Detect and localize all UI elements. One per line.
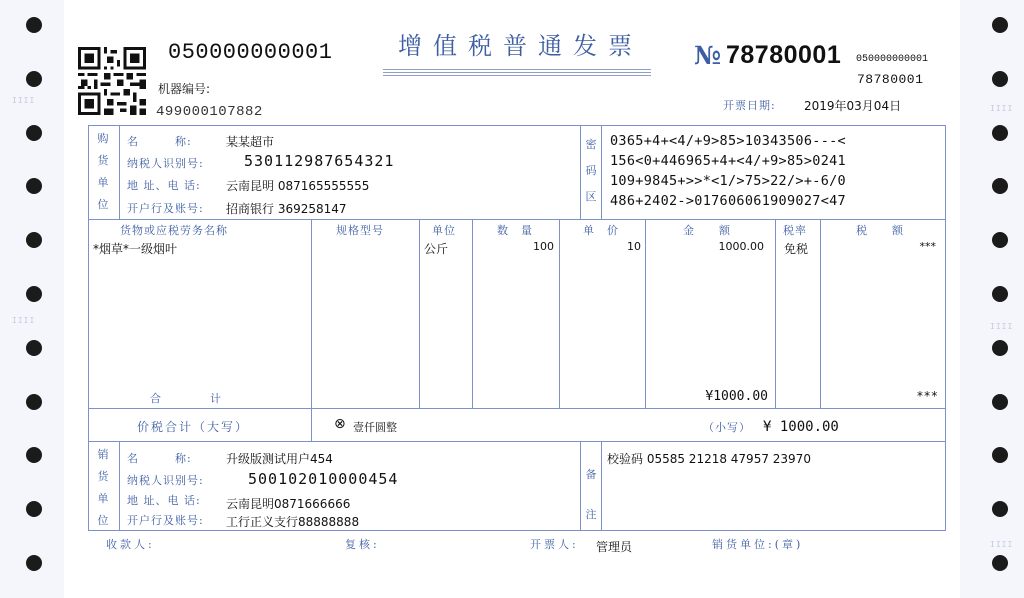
seller-side-char: 货 bbox=[97, 470, 109, 483]
reviewer-label: 复核: bbox=[345, 538, 380, 551]
divider bbox=[580, 125, 581, 219]
perforation-mark: IIII bbox=[12, 96, 36, 105]
divider bbox=[119, 441, 120, 531]
perforation-mark: IIII bbox=[990, 104, 1014, 113]
cipher-line: 156<0+446965+4+<4/+9>85>0241 bbox=[610, 153, 846, 169]
seller-bank: 工行正义支行88888888 bbox=[226, 515, 360, 529]
qr-code bbox=[78, 47, 146, 115]
remarks-text: 校验码 05585 21218 47957 23970 bbox=[607, 452, 811, 466]
seller-address-label: 地 址、电 话: bbox=[127, 494, 201, 507]
sprocket-hole bbox=[992, 340, 1008, 356]
seller-side-label bbox=[97, 444, 109, 532]
divider bbox=[775, 219, 776, 408]
sprocket-hole bbox=[992, 555, 1008, 571]
sprocket-hole bbox=[26, 71, 42, 87]
divider bbox=[311, 219, 312, 441]
seller-side-char: 单 bbox=[97, 492, 109, 505]
seller-side-char: 位 bbox=[97, 514, 109, 527]
sprocket-hole bbox=[26, 125, 42, 141]
buyer-address-label: 地 址、电 话: bbox=[127, 179, 201, 192]
seller-side-char: 销 bbox=[97, 448, 109, 461]
machine-number-label: 机器编号: bbox=[158, 82, 211, 96]
item-tax: *** bbox=[919, 240, 936, 253]
seller-name: 升级版测试用户454 bbox=[226, 452, 333, 466]
seller-name-label: 名 称: bbox=[127, 452, 192, 465]
drawer-label: 开票人: bbox=[530, 538, 579, 551]
divider bbox=[580, 441, 581, 531]
seller-tax-id: 500102010000454 bbox=[248, 470, 399, 488]
sprocket-hole bbox=[26, 232, 42, 248]
seller-bank-label: 开户行及账号: bbox=[127, 514, 204, 527]
buyer-name-label: 名 称: bbox=[127, 135, 192, 148]
col-header-unit: 单位 bbox=[432, 224, 456, 237]
divider bbox=[88, 219, 946, 220]
seller-address: 云南昆明0871666666 bbox=[226, 497, 351, 511]
col-header-name: 货物或应税劳务名称 bbox=[120, 224, 228, 237]
perforation-mark: IIII bbox=[990, 540, 1014, 549]
invoice-title: 增值税普通发票 bbox=[398, 32, 643, 60]
buyer-tax-id-label: 纳税人识别号: bbox=[127, 157, 204, 170]
sprocket-hole bbox=[992, 394, 1008, 410]
machine-number: 499000107882 bbox=[156, 104, 263, 120]
cipher-text bbox=[610, 131, 846, 211]
item-rate: 免税 bbox=[784, 242, 809, 256]
cipher-side-char: 密 bbox=[585, 138, 597, 151]
buyer-address: 云南昆明 087165555555 bbox=[226, 179, 370, 193]
payee-label: 收款人: bbox=[106, 538, 155, 551]
grand-total-label: 价税合计（大写） bbox=[137, 420, 250, 434]
perforation-mark: IIII bbox=[990, 322, 1014, 331]
remarks-side-char: 备 bbox=[585, 468, 597, 481]
buyer-side-char: 购 bbox=[97, 132, 109, 145]
cipher-side-label bbox=[585, 132, 597, 210]
sprocket-hole bbox=[26, 447, 42, 463]
buyer-bank-label: 开户行及账号: bbox=[127, 202, 204, 215]
sprocket-hole bbox=[26, 17, 42, 33]
item-price: 10 bbox=[627, 240, 641, 253]
buyer-tax-id: 530112987654321 bbox=[244, 152, 395, 170]
title-underline bbox=[383, 72, 651, 73]
divider bbox=[119, 125, 120, 219]
title-underline bbox=[383, 69, 651, 70]
perforation-mark: IIII bbox=[12, 316, 36, 325]
buyer-bank: 招商银行 369258147 bbox=[226, 202, 347, 216]
col-header-amount: 金 额 bbox=[683, 224, 731, 237]
col-header-tax: 税 额 bbox=[856, 224, 904, 237]
divider bbox=[419, 219, 420, 408]
sprocket-hole bbox=[26, 555, 42, 571]
cipher-side-char: 码 bbox=[585, 164, 597, 177]
col-header-qty: 数 量 bbox=[497, 224, 533, 237]
item-qty: 100 bbox=[533, 240, 554, 253]
sprocket-hole bbox=[992, 501, 1008, 517]
remarks-side-label bbox=[585, 455, 597, 535]
buyer-name: 某某超市 bbox=[226, 135, 275, 149]
seller-seal-label: 销货单位:(章) bbox=[712, 538, 804, 551]
divider bbox=[559, 219, 560, 408]
item-unit: 公斤 bbox=[424, 242, 449, 256]
total-label: 合 计 bbox=[150, 392, 222, 405]
sprocket-hole bbox=[26, 286, 42, 302]
sprocket-hole bbox=[992, 125, 1008, 141]
divider bbox=[820, 219, 821, 408]
divider bbox=[645, 219, 646, 408]
drawer-name: 管理员 bbox=[596, 540, 633, 554]
remarks-side-char: 注 bbox=[585, 508, 597, 521]
sprocket-hole bbox=[992, 447, 1008, 463]
total-amount: ¥1000.00 bbox=[705, 389, 768, 404]
cipher-line: 0365+4+<4/+9>85>10343506---< bbox=[610, 133, 846, 149]
grand-total-small-label: （小写） bbox=[703, 421, 751, 434]
item-name: *烟草*一级烟叶 bbox=[93, 242, 178, 256]
seller-tax-id-label: 纳税人识别号: bbox=[127, 474, 204, 487]
sprocket-hole bbox=[992, 17, 1008, 33]
item-amount: 1000.00 bbox=[718, 240, 764, 253]
col-header-spec: 规格型号 bbox=[336, 224, 384, 237]
divider bbox=[88, 408, 946, 409]
sprocket-hole bbox=[26, 394, 42, 410]
grand-total-words: 壹仟圆整 bbox=[353, 421, 397, 434]
invoice-code: 050000000001 bbox=[168, 40, 333, 65]
cipher-side-char: 区 bbox=[585, 190, 597, 203]
title-underline bbox=[383, 75, 651, 76]
sprocket-hole bbox=[992, 286, 1008, 302]
sprocket-hole bbox=[992, 71, 1008, 87]
sprocket-hole bbox=[26, 340, 42, 356]
issue-date: 2019年03月04日 bbox=[804, 99, 902, 113]
total-tax: *** bbox=[916, 389, 938, 403]
sprocket-hole bbox=[26, 501, 42, 517]
issue-date-label: 开票日期: bbox=[723, 99, 776, 112]
grand-total-symbol: ⊗ bbox=[334, 416, 346, 432]
col-header-price: 单 价 bbox=[583, 224, 619, 237]
grand-total-small-value: ¥ 1000.00 bbox=[763, 419, 839, 435]
buyer-side-label bbox=[97, 128, 109, 216]
divider bbox=[88, 441, 946, 442]
buyer-side-char: 货 bbox=[97, 154, 109, 167]
number-symbol: № bbox=[694, 41, 722, 70]
sprocket-hole bbox=[992, 178, 1008, 194]
invoice-code-small: 050000000001 bbox=[856, 54, 929, 65]
buyer-side-char: 位 bbox=[97, 198, 109, 211]
invoice-number-small: 78780001 bbox=[857, 72, 924, 87]
cipher-line: 109+9845+>>*<1/>75>22/>+-6/0 bbox=[610, 173, 846, 189]
sprocket-hole bbox=[992, 232, 1008, 248]
divider bbox=[601, 125, 602, 219]
cipher-line: 486+2402->017606061909027<47 bbox=[610, 193, 846, 209]
sprocket-hole bbox=[26, 178, 42, 194]
divider bbox=[601, 441, 602, 531]
col-header-rate: 税率 bbox=[783, 224, 807, 237]
divider bbox=[472, 219, 473, 408]
buyer-side-char: 单 bbox=[97, 176, 109, 189]
invoice-number: 78780001 bbox=[726, 41, 842, 69]
